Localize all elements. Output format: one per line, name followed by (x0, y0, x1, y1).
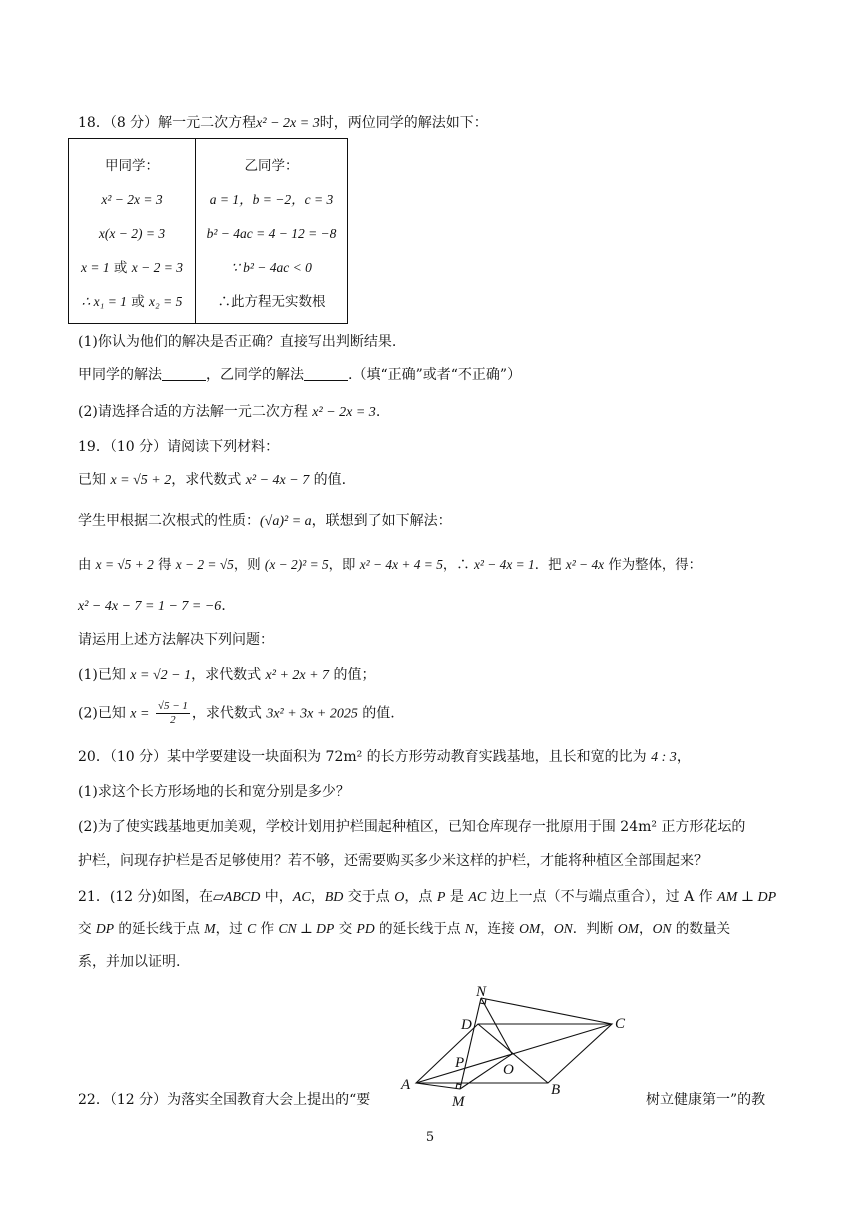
label-b: B (551, 1082, 561, 1098)
q18-stem: 18．（8 分）解一元二次方程x² − 2x = 3时，两位同学的解法如下： (78, 115, 488, 131)
answer-blank (162, 366, 206, 381)
segment-cn (481, 998, 612, 1024)
q19-instruction: 请运用上述方法解决下列问题： (78, 632, 274, 648)
q20-stem: 20．（10 分）某中学要建设一块面积为 72m² 的长方形劳动教育实践基地，且长和宽的比为 4 : 3， (78, 749, 691, 765)
label-n: N (476, 984, 487, 1000)
page-number: 5 (425, 1130, 435, 1145)
q21-stem-l2: 交 DP 的延长线于点 M，过 C 作 CN ⊥ DP 交 PD 的延长线于点 N，连接 OM，ON．判断 OM，ON 的数量关 (78, 921, 731, 937)
yi-solution-cell: 乙同学： a = 1，b = −2，c = 3 b² − 4ac = 4 − 12 = −8 ∵ b² − 4ac < 0 ∴此方程无实数根 (196, 139, 348, 324)
q19-result: x² − 4x − 7 = 1 − 7 = −6． (78, 598, 236, 614)
label-m: M (452, 1094, 465, 1110)
q19-derivation: 由 x = √5 + 2 得 x − 2 = √5，则 (x − 2)² = 5，即 x² − 4x + 4 = 5，∴ x² − 4x = 1．把 x² − 4x 作为整体，得： (78, 557, 703, 573)
q21-stem-l3: 系，并加以证明. (78, 954, 181, 970)
solution-table (68, 138, 348, 324)
q19-part2: (2)已知 x = $\frac{√5 - 1}{2}$ ，求代数式 3x² + 3x + 2025 的值. (78, 700, 395, 726)
q19-part1: (1)已知 x = √2 − 1，求代数式 x² + 2x + 7 的值； (78, 667, 376, 683)
label-p: P (455, 1055, 465, 1071)
q18-part1-fill: 甲同学的解法 ，乙同学的解法 .（填“正确”或者“不正确”） (78, 367, 522, 383)
diagonal-ac (416, 1024, 612, 1083)
label-o: O (503, 1062, 514, 1078)
q20-part2: (2)为了使实践基地更加美观，学校计划用护栏围起种植区，已知仓库现存一批原用于围 24m² 正方形花坛的 (78, 819, 746, 835)
label-d: D (461, 1017, 472, 1033)
line-nm (460, 998, 481, 1089)
segment-on (481, 998, 512, 1054)
q22-stem-right: 树立健康第一”的教 (646, 1092, 766, 1108)
label-c: C (615, 1016, 626, 1032)
jia-solution-cell: 甲同学： x² − 2x = 3 x(x − 2) = 3 x = 1 或 x − 2 = 3 ∴ x₁ = 1 或 x₂ = 5 (69, 139, 196, 324)
label-a: A (401, 1077, 411, 1093)
answer-blank (304, 366, 348, 381)
q19-given: 已知 x = √5 + 2，求代数式 x² − 4x − 7 的值. (78, 472, 347, 488)
q18-part2: (2)请选择合适的方法解一元二次方程 x² − 2x = 3. (78, 404, 381, 420)
q19-property: 学生甲根据二次根式的性质：(√a)² = a，联想到了如下解法： (78, 513, 452, 529)
fraction: $\frac{√5 - 1}{2}$ (157, 700, 188, 726)
q21-stem-l1: 21．(12 分)如图，在▱ABCD 中，AC，BD 交于点 O，点 P 是 AC 边上一点（不与端点重合），过 A 作 AM ⊥ DP (78, 889, 777, 905)
q18-part1: (1)你认为他们的解决是否正确？直接写出判断结果. (78, 334, 397, 350)
q22-stem-left: 22．（12 分）为落实全国教育大会上提出的“要 (78, 1092, 371, 1108)
q20-part2-cont: 护栏，问现存护栏是否足够使用？若不够，还需要购买多少米这样的护栏，才能将种植区全部围起来？ (78, 853, 708, 869)
q20-part1: (1)求这个长方形场地的长和宽分别是多少？ (78, 784, 350, 800)
parallelogram-figure (395, 980, 635, 1110)
q19-head: 19．（10 分）请阅读下列材料： (78, 439, 280, 455)
segment-am (416, 1083, 460, 1089)
